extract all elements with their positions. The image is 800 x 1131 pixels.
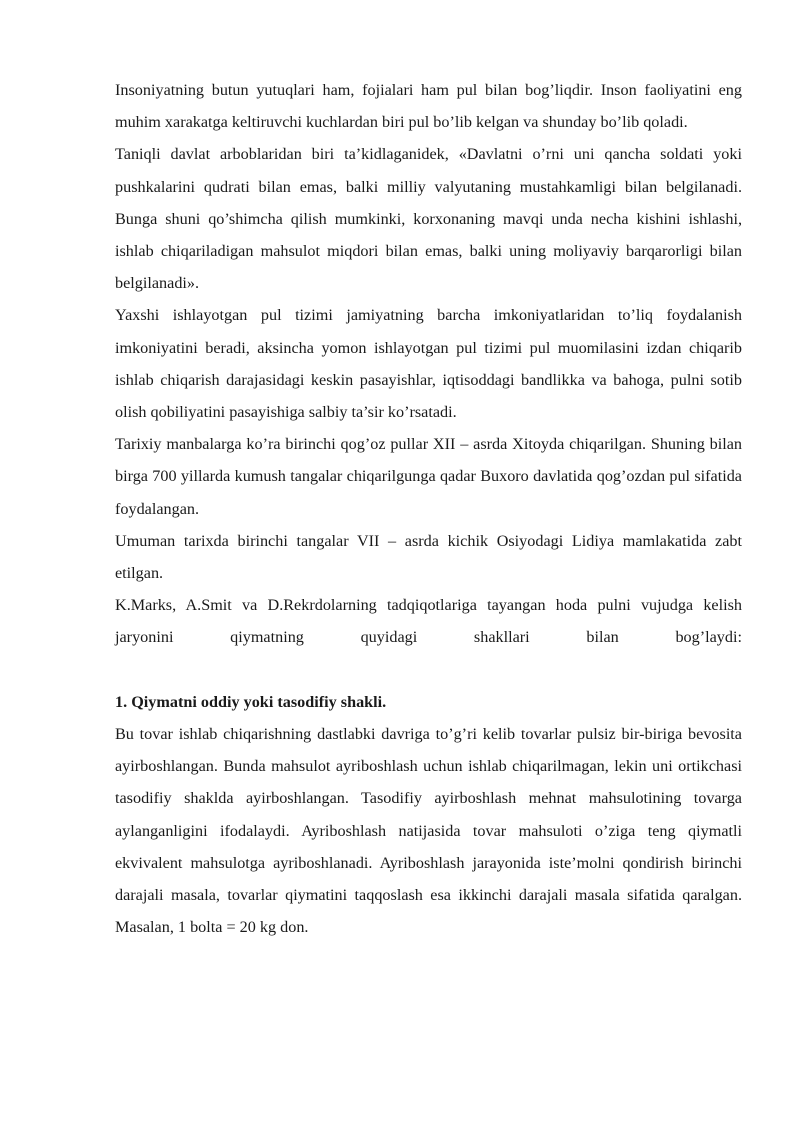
paragraph-money-system: Yaxshi ishlayotgan pul tizimi jamiyatning barcha imkoniyatlaridan to’liq foydalanish imkoniyatini beradi, aksincha yomon ishlayotgan pul tizimi pul muomilasini izdan chiqarib ishlab chiqarish darajasidagi keskin pasayishlar, iqtisoddagi bandlikka va bahoga, pulni sotib olish qobiliyatini pasayishiga salbiy ta’sir ko’rsatadi.	[115, 306, 742, 422]
paragraph-value-forms: K.Marks, A.Smit va D.Rekrdolarning tadqiqotlariga tayangan hoda pulni vujudga kelish jaryonini qiymatning quyidagi shakllari bilan bog’laydi:	[115, 596, 742, 647]
paragraph-paper-money-history: Tarixiy manbalarga ko’ra birinchi qog’oz pullar XII – asrda Xitoyda chiqarilgan. Shuning bilan birga 700 yillarda kumush tangalar chiqarilgunga qadar Buxoro davlatida qog’ozdan pul sifatida foydalangan.	[115, 435, 742, 518]
blank-line	[115, 654, 742, 686]
document-page	[115, 74, 742, 943]
paragraph-simple-form: Bu tovar ishlab chiqarishning dastlabki davriga to’g’ri kelib tovarlar pulsiz bir-biriga bevosita ayirboshlangan. Bunda mahsulot ayriboshlash uchun ishlab chiqarilmagan, lekin uni ortikchasi tasodifiy shaklda ayirboshlangan. Tasodifiy ayirboshlash mehnat mahsulotining tovarga aylanganligini ifodalaydi. Ayriboshlash natijasida tovar mahsuloti o’ziga teng qiymatli ekvivalent mahsulotga ayriboshlanadi. Ayriboshlash jarayonida iste’molni qondirish birinchi darajali masala, tovarlar qiymatini taqqoslash esa ikkinchi darajali masala sifatida qaralgan. Masalan, 1 bolta = 20 kg don.	[115, 725, 742, 937]
section-heading: 1. Qiymatni oddiy yoki tasodifiy shakli.	[115, 692, 387, 711]
paragraph-quote: Taniqli davlat arboblaridan biri ta’kidlaganidek, «Davlatni o’rni uni qancha soldati yoki pushkalarini qudrati bilan emas, balki milliy valyutaning mustahkamligi bilan belgilanadi. Bunga shuni qo’shimcha qilish mumkinki, korxonaning mavqi unda necha kishini ishlashi, ishlab chiqariladigan mahsulot miqdori bilan emas, balki uning moliyaviy barqarorligi bilan belgilanadi».	[115, 145, 742, 293]
paragraph-first-coins: Umuman tarixda birinchi tangalar VII – asrda kichik Osiyodagi Lidiya mamlakatida zabt etilgan.	[115, 531, 742, 583]
paragraph-intro: Insoniyatning butun yutuqlari ham, fojialari ham pul bilan bog’liqdir. Inson faoliyatini eng muhim xarakatga keltiruvchi kuchlardan biri pul bo’lib kelgan va shunday bo’lib qoladi.	[115, 81, 742, 132]
